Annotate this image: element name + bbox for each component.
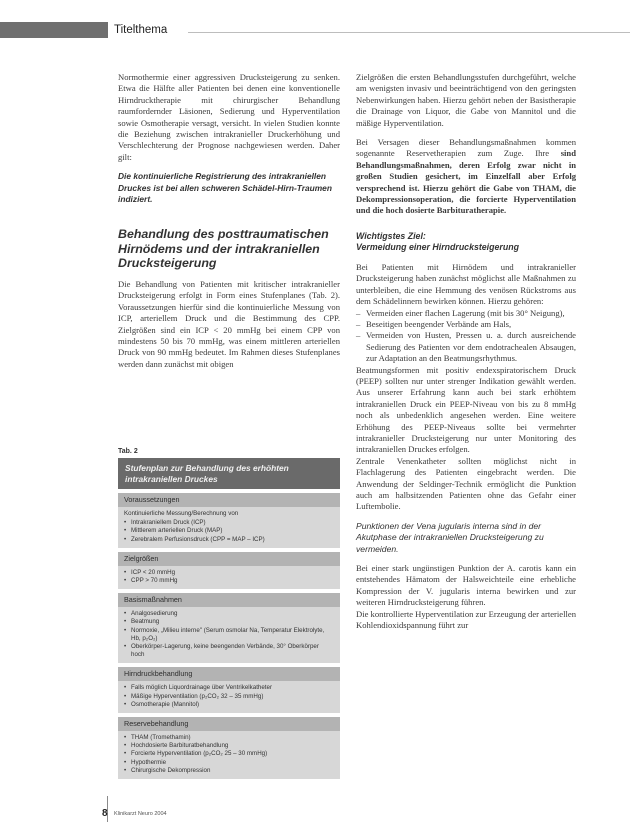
right-paragraph-1: Zielgrößen die ersten Behandlungsstufen durchgeführt, welche am wenigsten invasiv und beeinträchtigend von den geringsten Nebenwirkungen haben. Hierzu gehört neben der Basistherapie die Drainage von Liquor, die Gabe von Mannitol und die mäßige Hyperventilation. [356,72,576,128]
table-section-heading: Voraussetzungen [118,493,340,507]
table-section-intro: Kontinuierliche Messung/Berechnung von [124,510,239,517]
table-item: • Osmotherapie (Mannitol) [124,701,334,709]
table-item: • Analgosedierung [124,610,334,618]
list-item: – Beseitigen beengender Verbände am Hals, [356,319,576,330]
table-item: • Forcierte Hyperventilation (p₂CO₂ 25 – 30 mmHg) [124,750,334,758]
header-bar [0,22,630,38]
list-item: – Vermeiden von Husten, Pressen u. a. durch ausreichende Sedierung des Patienten vor dem endotrachealen Absaugen, zur Adaptation an den Beatmungsrhythmus. [356,330,576,364]
table-item: • Zerebralem Perfusionsdruck (CPP = MAP – ICP) [124,536,334,544]
table-item: • Chirurgische Dekompression [124,767,334,775]
right-paragraph-6: Bei einer stark ungünstigen Punktion der A. carotis kann ein entstehendes Hämatom der Halsweichteile eine erhebliche Kompression der V. jugularis interna bewirken und zur weiteren Hirndrucksteigerung führen. [356,563,576,608]
table-section-body [118,731,340,779]
right-paragraph-2-plain: Bei Versagen dieser Behandlungsmaßnahmen kommen sogenannte Reservetherapien zum Zuge. Ihre [356,137,576,159]
subheading-line-1: Wichtigstes Ziel: [356,230,426,241]
table-section-body [118,607,340,663]
table-item: • ICP < 20 mmHg [124,569,334,577]
right-paragraph-5: Zentrale Venenkatheter sollten möglichst nicht in Flachlagerung des Patienten eingebracht werden. Die Anwendung der Seldinger-Technik ermöglicht die Punktion auch am halbsitzenden Patienten ohne das Gefahr einer Luftembolie. [356,455,576,512]
table-item: • Beatmung [124,618,334,626]
section-heading: Behandlung des posttraumatischen Hirnödems und der intrakraniellen Drucksteigerung [118,227,329,271]
table-section-body [118,681,340,713]
list-item: – Vermeiden einer flachen Lagerung (mit bis 30° Neigung), [356,308,576,319]
table-section-heading: Zielgrößen [118,552,340,566]
section-label: Titelthema [114,24,168,36]
table-item: • Mittlerem arteriellen Druck (MAP) [124,527,334,535]
stufenplan-table [118,458,340,779]
table-label: Tab. 2 [118,448,138,455]
journal-name: Klinikarzt Neuro 2004 [114,811,167,817]
left-emphasis: Die kontinuierliche Registrierung des intrakraniellen Druckes ist bei allen schweren Schädel-Hirn-Traumen indiziert. [118,171,332,205]
table-item: • Hypothermie [124,759,334,767]
right-paragraph-7: Die kontrollierte Hyperventilation zur Erzeugung der arteriellen Kohlendioxidspannung führt zur [356,608,577,631]
table-item: • Falls möglich Liquordrainage über Ventrikelkatheter [124,684,334,692]
table-section-heading: Reservebehandlung [118,717,340,731]
table-item: • Intrakraniellem Druck (ICP) [124,519,334,527]
right-paragraph-4: Beatmungsformen mit positiv endexspiratorischem Druck (PEEP) sollten nur unter strenger Indikation gewählt werden. Aus unserer Erfahrung kann auch bei stark erhöhtem intrakraniellen Druck ein PEEP-Niveau von bis zu 8 mmHg noch als unbedenklich angesehen werden. Eine weitere Erhöhung des PEEP-Niveaus sollte bei vermehrter intrakranieller Drucksteigerung nur unter Monitoring des intrakraniellen Druckes erfolgen. [356,364,576,455]
right-paragraph-3: Bei Patienten mit Hirnödem und intrakranieller Drucksteigerung haben zunächst möglichst alle Maßnahmen zu unterbleiben, die eine Hemmung des venösen Rückstroms aus dem Schädelinnern bewirken können. Hierzu gehören: [356,261,576,307]
table-section-heading: Hirndruckbehandlung [118,667,340,681]
left-paragraph-2: Die Behandlung von Patienten mit kritischer intrakranieller Drucksteigerung erfolgt in Form eines Stufenplanes (Tab. 2). Voraussetzungen hierfür sind die kontinuierliche Messung von ICP, arteriellem Druck und die Bestimmung des CPP. Zielgrößen sind ein ICP < 20 mmHg bei einem CPP von mindestens 50 bis 70 mmHg, was einem mittleren arteriellen Druck von 90 mmHg bedeutet. Im Rahmen dieses Stufenplanes werden dann zunächst mit obigen [118,278,340,369]
measures-list [356,308,576,365]
header-rule [188,32,630,33]
table-section-heading: Basismaßnahmen [118,593,340,607]
table-item: • Oberkörper-Lagerung, keine beengenden Verbände, 30° Oberkörper hoch [124,643,334,659]
table-item: • Normoxie, „Milieu interne" (Serum osmolar Na, Temperatur Elektrolyte, Hb, p₂O₂) [124,627,334,643]
header-block [0,22,108,38]
table-title: Stufenplan zur Behandlung des erhöhten intrakraniellen Druckes [118,458,340,489]
table-section-body [118,507,340,548]
right-column [356,72,576,631]
table-item: • Mäßige Hyperventilation (p₂CO₂ 32 – 35 mmHg) [124,693,334,701]
table-item: • CPP > 70 mmHg [124,577,334,585]
table-section-body [118,566,340,589]
page-number: 8 [102,808,108,819]
subheading-line-2: Vermeidung einer Hirndrucksteigerung [356,242,519,253]
italic-note: Punktionen der Vena jugularis interna sind in der Akutphase der intrakraniellen Drucksteigerung zu vermeiden. [356,520,544,554]
table-item: • Hochdosierte Barbituratbehandlung [124,742,334,750]
left-paragraph-1: Normothermie einer aggressiven Drucksteigerung zu senken. Etwa die Hälfte aller Patienten bei denen eine konventionelle Hirndrucktherapie mit chirurgischer Behandlung raumfordernder Läsionen, Sedierung und Hyperventilation sowie Osmotherapie versagt, versicht. In vielen Studien konnte die Beziehung zwischen intrakranieller Druckerhöhung und Verschlechterung der Prognose nachgewiesen werden. Daher gilt: [118,72,340,162]
table-item: • THAM (Tromethamin) [124,734,334,742]
left-column [118,72,340,370]
right-paragraph-2-bold: sind Behandlungsmaßnahmen, deren Erfolg zwar nicht in großen Studien gesichert, im Einzelfall aber Erfolg versprechend ist. Hierzu gehört die Gabe von THAM, die Dekompressionsoperation, die forcierte Hyperventilation und die hoch dosierte Barbituratherapie. [356,148,576,216]
right-paragraph-2 [356,137,576,217]
